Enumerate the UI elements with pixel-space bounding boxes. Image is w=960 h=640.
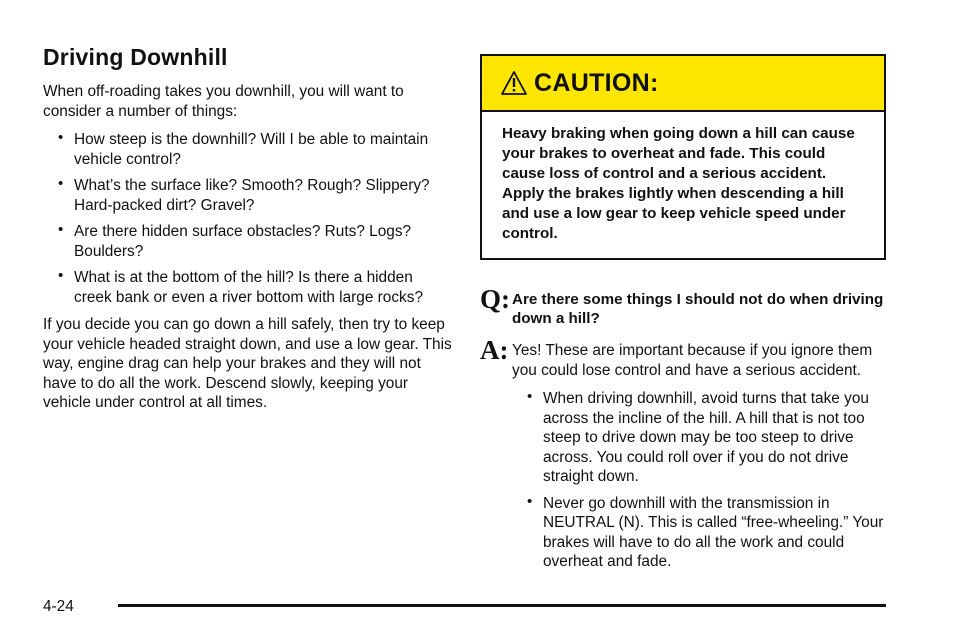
consideration-list	[43, 130, 453, 307]
list-item-text: When driving downhill, avoid turns that take you across the incline of the hill. A hill that is not too steep to drive down may be too steep to drive across. You could roll over if you do not drive straight down.	[543, 390, 869, 485]
list-item	[512, 389, 886, 487]
list-item	[512, 494, 886, 572]
question-block	[480, 284, 886, 328]
right-column	[480, 54, 886, 579]
bullet-icon: •	[527, 492, 533, 510]
list-item	[43, 130, 453, 169]
page-number: 4-24	[43, 598, 74, 615]
list-item-text: Are there hidden surface obstacles? Ruts? Logs? Boulders?	[74, 223, 412, 260]
answer-list	[512, 389, 886, 572]
list-item-text: Never go downhill with the transmission in NEUTRAL (N). This is called “free-wheeling.” Your brakes will have to do all the work and could overheat and fade.	[543, 494, 884, 570]
footer-divider	[118, 604, 886, 607]
question-text: Are there some things I should not do when driving down a hill?	[512, 291, 884, 327]
list-item-text: What is at the bottom of the hill? Is there a hidden creek bank or even a river bottom with large rocks?	[74, 269, 424, 306]
section-heading: Driving Downhill	[43, 44, 228, 70]
list-item-text: What’s the surface like? Smooth? Rough? Slippery? Hard-packed dirt? Gravel?	[74, 177, 430, 214]
answer-block	[480, 335, 886, 572]
closing-paragraph: If you decide you can go down a hill safely, then try to keep your vehicle headed straight down, and use a low gear. This way, engine drag can help your brakes and they will not have to do all the work. Descend slowly, keeping your vehicle under control at all times.	[43, 316, 452, 411]
caution-header	[482, 56, 884, 112]
caution-text: Heavy braking when going down a hill can cause your brakes to overheat and fade. This could cause loss of control and a serious accident. Apply the brakes lightly when descending a hill and use a low gear to keep vehicle speed under control.	[502, 125, 855, 242]
list-item-text: How steep is the downhill? Will I be able to maintain vehicle control?	[74, 131, 429, 168]
left-column	[43, 44, 453, 413]
caution-title: CAUTION:	[534, 68, 659, 97]
bullet-icon: •	[58, 129, 64, 146]
answer-marker: A:	[480, 335, 509, 365]
bullet-icon: •	[58, 267, 64, 284]
question-marker: Q:	[480, 284, 510, 314]
caution-box	[480, 54, 886, 260]
warning-triangle-icon	[500, 70, 528, 96]
bullet-icon: •	[58, 175, 64, 192]
bullet-icon: •	[58, 221, 64, 238]
list-item	[43, 222, 453, 261]
list-item	[43, 176, 453, 215]
intro-paragraph: When off-roading takes you downhill, you will want to consider a number of things:	[43, 83, 404, 120]
list-item	[43, 268, 453, 307]
bullet-icon: •	[527, 388, 533, 405]
answer-text: Yes! These are important because if you ignore them you could lose control and have a serious accident.	[512, 342, 873, 379]
